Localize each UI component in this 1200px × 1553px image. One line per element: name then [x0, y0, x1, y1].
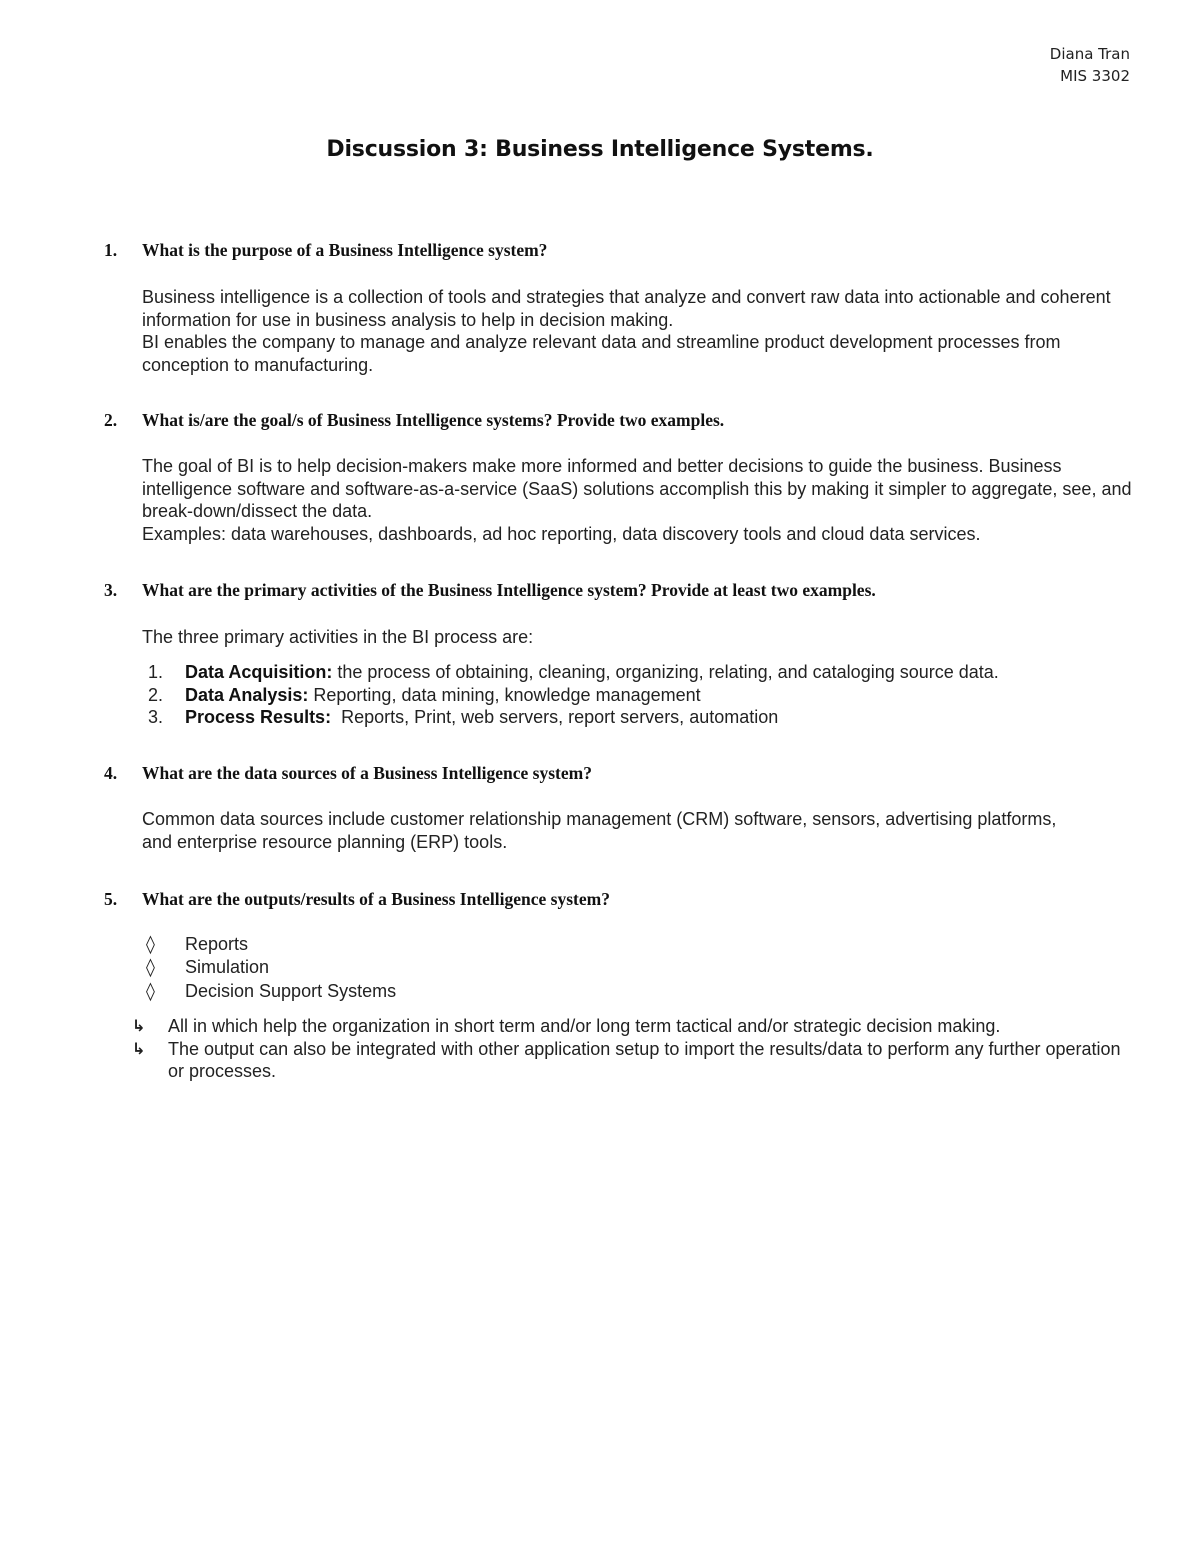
list-item-term: Data Acquisition:	[185, 662, 333, 682]
arrow-down-right-icon: ↳	[132, 1016, 146, 1035]
lozenge-icon: ◊	[146, 934, 155, 955]
list-item-desc: Reports, Print, web servers, report servers, automation	[331, 707, 779, 728]
list-item	[146, 980, 396, 1003]
list-item-label: Decision Support Systems	[185, 980, 397, 1001]
question-number: 4.	[104, 763, 118, 783]
answer-paragraph: The goal of BI is to help decision-makers make more informed and better decisions to guide the business. Business intelligence software and software-as-a-service (SaaS) solutions accomplish this by making it simpler to aggregate, see, and break-down/dissect the data.	[142, 456, 1132, 522]
answer-paragraph: BI enables the company to manage and analyze relevant data and streamline product development processes from conception to manufacturing.	[142, 332, 1061, 376]
list-item	[148, 684, 999, 707]
list-item	[146, 956, 396, 979]
list-item-term: Process Results:	[185, 707, 332, 728]
list-item-number: 1.	[148, 662, 164, 682]
question-4	[104, 763, 592, 784]
question-text: What are the data sources of a Business Intelligence system?	[142, 763, 592, 783]
list-item	[146, 933, 396, 956]
list-item	[148, 706, 999, 729]
question-text: What is the purpose of a Business Intelligence system?	[142, 240, 548, 260]
answer-paragraph: Common data sources include customer relationship management (CRM) software, sensors, advertising platforms, and enterprise resource planning (ERP) tools.	[142, 809, 1057, 852]
answer-paragraph: Examples: data warehouses, dashboards, ad hoc reporting, data discovery tools and cloud data services.	[142, 524, 981, 545]
question-text: What are the primary activities of the Business Intelligence system? Provide at least two examples.	[142, 580, 876, 600]
question-number: 5.	[104, 889, 118, 909]
answer-1	[142, 286, 1142, 377]
list-item-desc: the process of obtaining, cleaning, organizing, relating, and cataloging source data.	[332, 662, 999, 682]
arrow-down-right-icon: ↳	[132, 1038, 146, 1058]
note-text: The output can also be integrated with other application setup to import the results/data to perform any further operation or processes.	[168, 1038, 1121, 1082]
outputs-list	[146, 933, 396, 1003]
question-5	[104, 889, 610, 910]
output-notes	[132, 1015, 1132, 1083]
question-text: What are the outputs/results of a Business Intelligence system?	[142, 889, 610, 909]
activities-list	[148, 661, 999, 729]
list-item-label: Reports	[185, 934, 249, 954]
question-number: 1.	[104, 240, 118, 260]
question-1	[104, 240, 547, 261]
note-item	[132, 1015, 1132, 1038]
question-number: 3.	[104, 580, 118, 600]
answer-3-intro: The three primary activities in the BI process are:	[142, 627, 534, 647]
question-2	[104, 410, 724, 431]
list-item-number: 2.	[148, 684, 164, 705]
list-item	[148, 661, 999, 684]
answer-4	[142, 808, 1072, 853]
list-item-number: 3.	[148, 707, 164, 728]
list-item-term: Data Analysis:	[185, 684, 309, 705]
page-title: Discussion 3: Business Intelligence Systems.	[326, 137, 874, 162]
note-item	[132, 1038, 1132, 1083]
document-header	[1050, 43, 1130, 87]
author-name: Diana Tran	[1049, 45, 1130, 63]
answer-2	[142, 455, 1142, 546]
question-text: What is/are the goal/s of Business Intelligence systems? Provide two examples.	[142, 410, 725, 430]
question-3	[104, 580, 876, 601]
course-code: MIS 3302	[1060, 67, 1130, 85]
list-item-desc: Reporting, data mining, knowledge management	[308, 684, 701, 705]
answer-paragraph: Business intelligence is a collection of tools and strategies that analyze and convert raw data into actionable and coherent information for use in business analysis to help in decision making.	[142, 287, 1111, 330]
list-item-label: Simulation	[185, 957, 270, 978]
note-text: All in which help the organization in short term and/or long term tactical and/or strategic decision making.	[168, 1016, 1001, 1036]
lozenge-icon: ◊	[146, 980, 155, 1002]
lozenge-icon: ◊	[146, 957, 155, 979]
question-number: 2.	[104, 410, 118, 430]
